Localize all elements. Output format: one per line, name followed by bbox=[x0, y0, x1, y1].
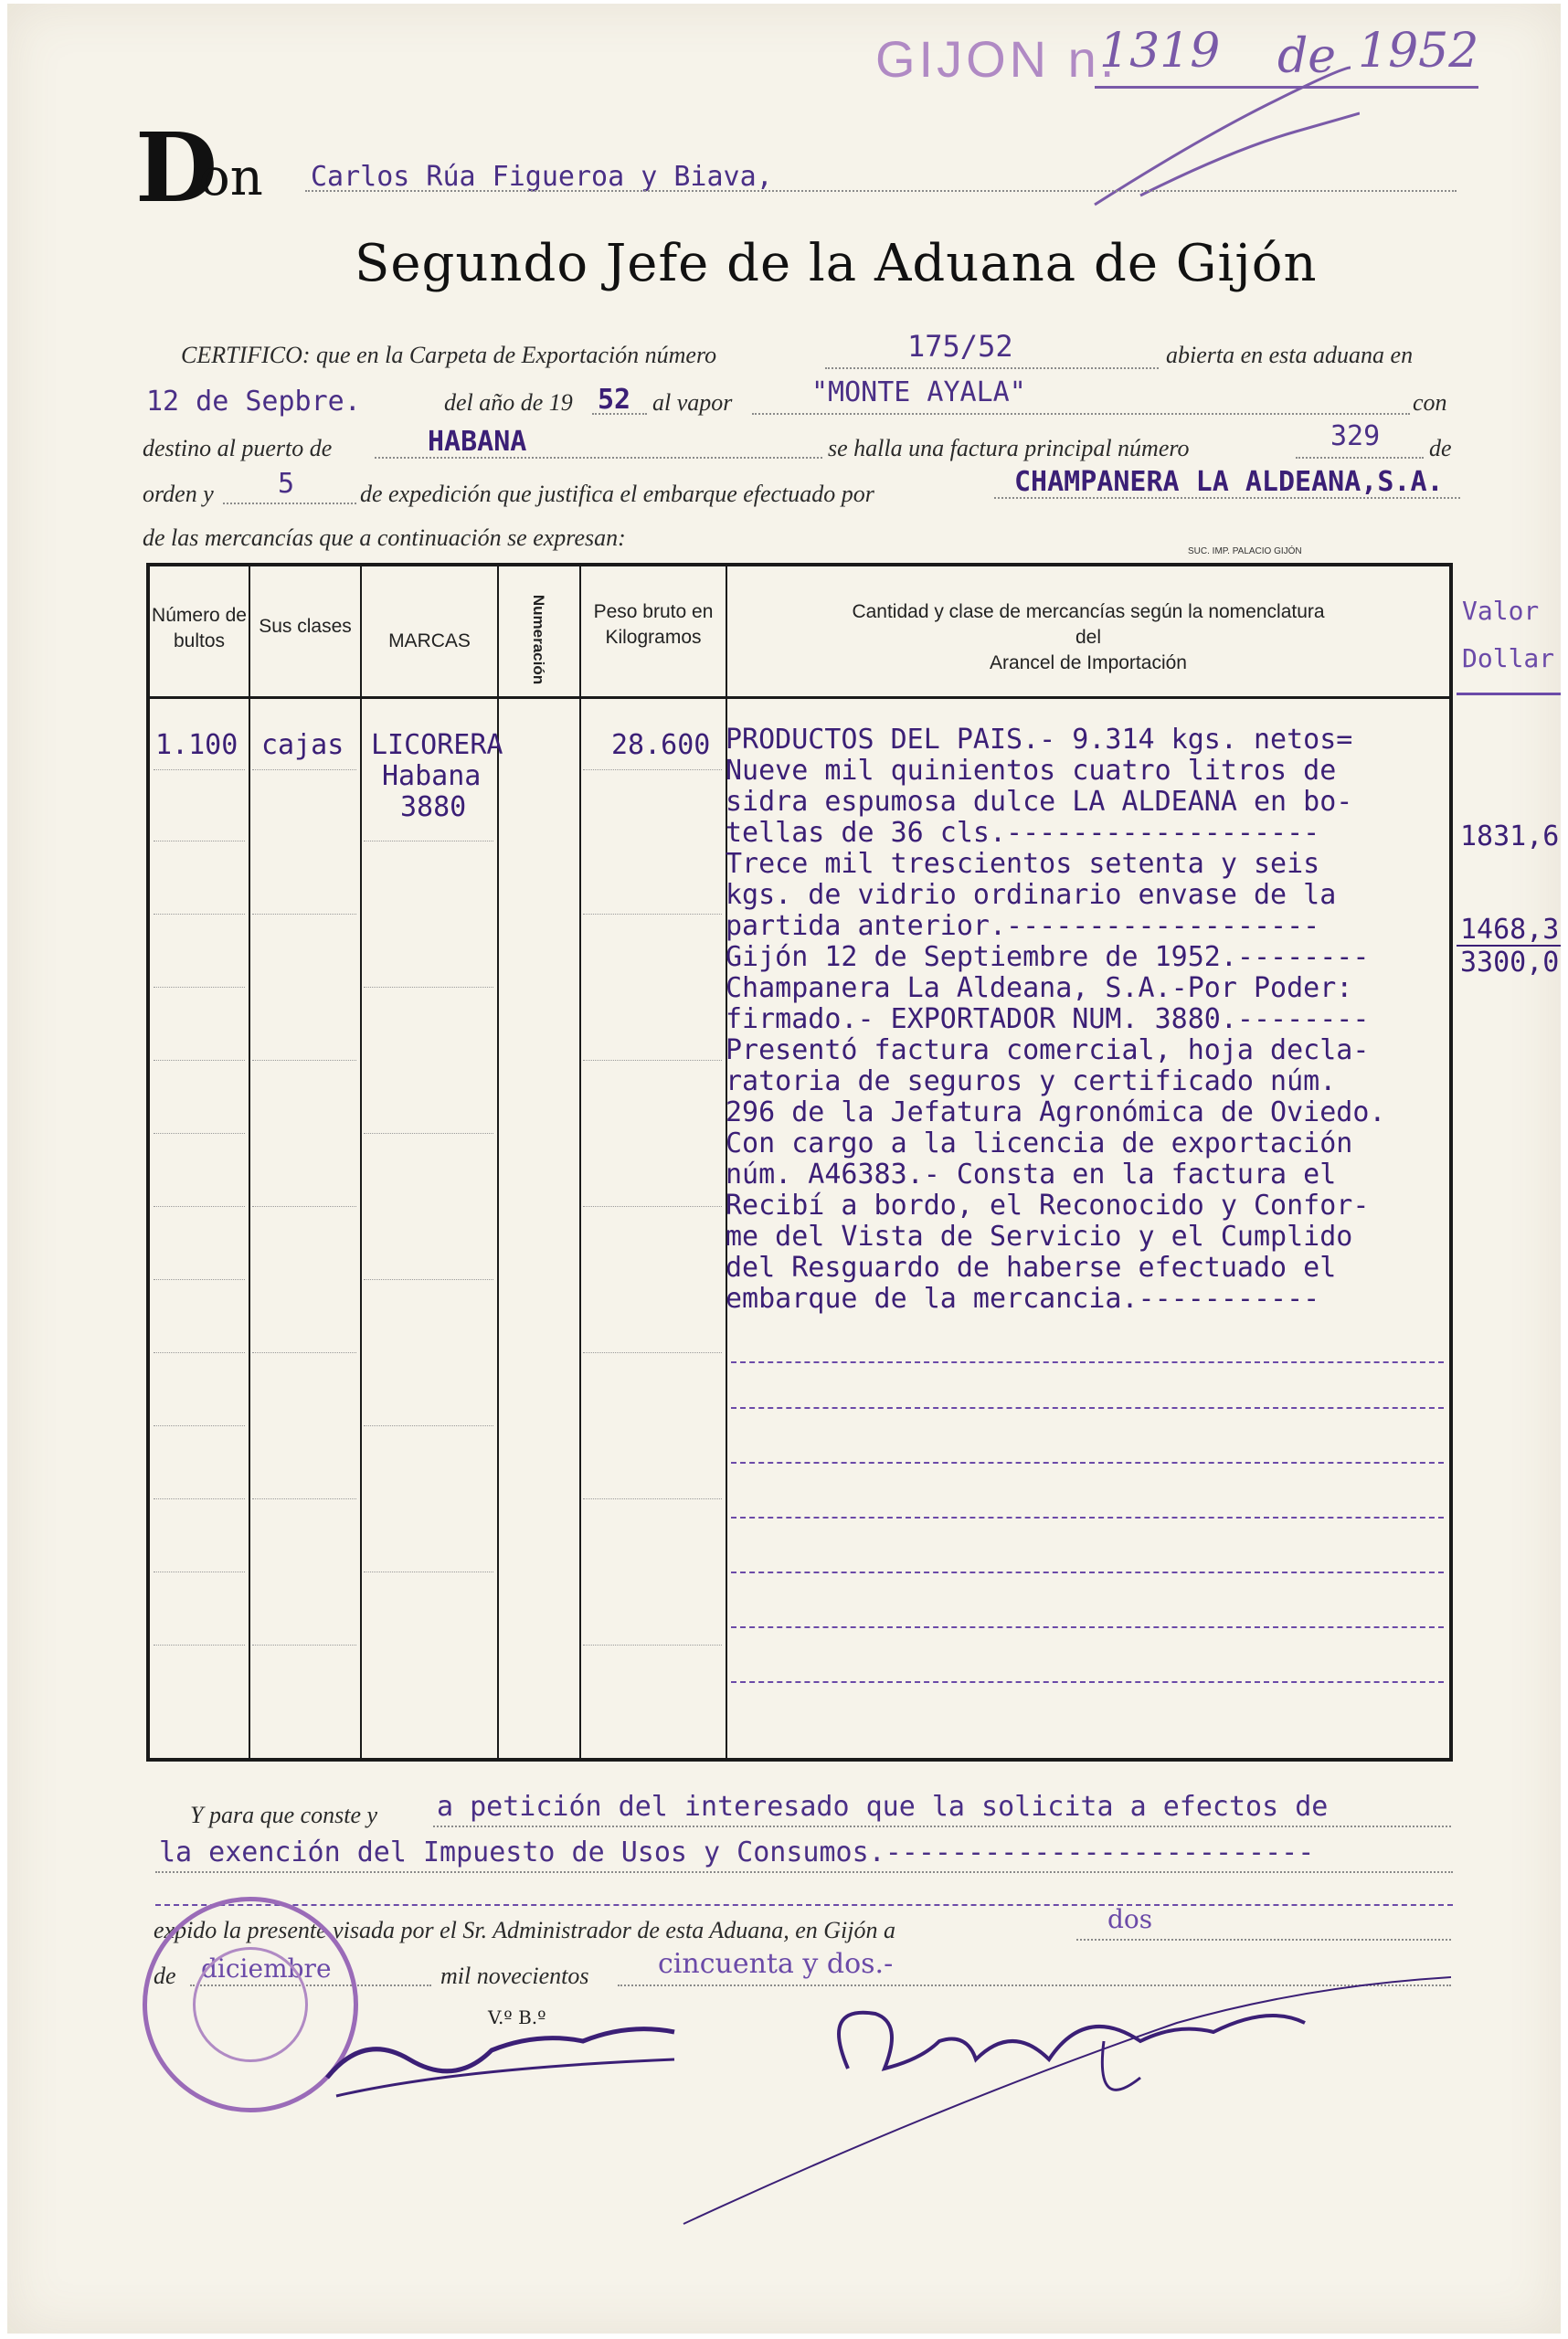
don-initial: D bbox=[135, 111, 218, 224]
port-name: HABANA bbox=[428, 426, 527, 458]
year-words: cincuenta y dos.- bbox=[658, 1948, 894, 1980]
goods-line: kgs. de vidrio ordinario envase de la bbox=[726, 879, 1337, 911]
cell-peso: 28.600 bbox=[611, 729, 711, 761]
orden-dots bbox=[223, 503, 356, 504]
goods-line: 296 de la Jefatura Agronómica de Oviedo. bbox=[726, 1096, 1386, 1128]
goods-line: embarque de la mercancia.----------- bbox=[726, 1283, 1320, 1315]
page-title: Segundo Jefe de la Aduana de Gijón bbox=[355, 234, 1318, 293]
para-que-text: Y para que conste y bbox=[190, 1802, 378, 1828]
value-total-line bbox=[1457, 945, 1561, 947]
date-value: 12 de Sepbre. bbox=[146, 386, 361, 418]
header-bultos: Número de bultos bbox=[152, 605, 247, 651]
orden-text: orden y bbox=[143, 481, 214, 507]
don-label: on bbox=[199, 148, 263, 207]
goods-line: Presentó factura comercial, hoja decla- bbox=[726, 1034, 1370, 1066]
header-valor: Valor bbox=[1462, 596, 1540, 626]
official-signature bbox=[665, 1968, 1488, 2242]
factura-number: 329 bbox=[1330, 420, 1381, 452]
goods-line: ratoria de seguros y certificado núm. bbox=[726, 1065, 1337, 1097]
goods-line: Nueve mil quinientos cuatro litros de bbox=[726, 755, 1337, 787]
exporter-name: CHAMPANERA LA ALDEANA,S.A. bbox=[1014, 466, 1444, 498]
month-value: diciembre bbox=[201, 1953, 332, 1984]
cell-bultos: 1.100 bbox=[155, 729, 238, 761]
header-dollar: Dollar bbox=[1462, 643, 1555, 673]
peticion-text: a petición del interesado que la solicita a efectos de bbox=[437, 1791, 1329, 1823]
header-cantidad-1: Cantidad y clase de mercancías según la nomenclatura bbox=[852, 601, 1325, 622]
day-value: dos bbox=[1107, 1904, 1153, 1934]
name-dotted-line bbox=[305, 190, 1457, 192]
document-page bbox=[7, 4, 1561, 2334]
cell-marcas-3: 3880 bbox=[400, 791, 467, 823]
value-2: 1468,3 bbox=[1460, 914, 1560, 946]
del-ano-text: del año de 19 bbox=[444, 389, 573, 416]
de-text: de bbox=[1429, 435, 1452, 461]
expido-text: expido la presente visada por el Sr. Administrador de esta Aduana, en Gijón a bbox=[154, 1917, 895, 1943]
blank-dashed-line bbox=[155, 1904, 1453, 1906]
orden-value: 5 bbox=[278, 468, 295, 500]
mil-novecientos-text: mil novecientos bbox=[440, 1963, 589, 1989]
goods-line: sidra espumosa dulce LA ALDEANA en bo- bbox=[726, 786, 1353, 818]
vapor-name: "MONTE AYALA" bbox=[811, 376, 1026, 408]
goods-line: firmado.- EXPORTADOR NUM. 3880.-------- bbox=[726, 1003, 1370, 1035]
certifico-text: CERTIFICO: que en la Carpeta de Exportación número bbox=[181, 342, 717, 368]
goods-line: PRODUCTOS DEL PAIS.- 9.314 kgs. netos= bbox=[726, 724, 1353, 756]
visto-bueno: V.º B.º bbox=[488, 2006, 546, 2028]
abierta-text: abierta en esta aduana en bbox=[1166, 342, 1414, 368]
factura-text: se halla una factura principal número bbox=[828, 435, 1190, 461]
expedicion-text: de expedición que justifica el embarque efectuado por bbox=[360, 481, 874, 507]
valor-underline bbox=[1457, 693, 1561, 695]
goods-line: Gijón 12 de Septiembre de 1952.-------- bbox=[726, 941, 1370, 973]
destino-text: destino al puerto de bbox=[143, 435, 333, 461]
goods-line: Champanera La Aldeana, S.A.-Por Poder: bbox=[726, 972, 1353, 1004]
year-dots bbox=[592, 413, 647, 415]
administrator-signature bbox=[309, 2005, 693, 2114]
goods-line: partida anterior.------------------- bbox=[726, 910, 1320, 942]
factura-dots bbox=[1296, 457, 1424, 459]
vapor-dots bbox=[752, 413, 1410, 415]
cell-marcas-1: LICORERA bbox=[371, 729, 503, 761]
certificate-year: 1952 bbox=[1358, 24, 1479, 79]
peticion-dots bbox=[433, 1826, 1451, 1827]
printer-mark: SUC. IMP. PALACIO GIJÓN bbox=[1188, 546, 1302, 556]
header-marcas: MARCAS bbox=[388, 630, 471, 651]
header-cantidad-2: del bbox=[1075, 627, 1102, 648]
cell-marcas-2: Habana bbox=[382, 760, 482, 792]
cell-clases: cajas bbox=[261, 729, 344, 761]
goods-line: me del Vista de Servicio y el Cumplido bbox=[726, 1221, 1353, 1253]
de-month-text: de bbox=[154, 1963, 176, 1989]
value-1: 1831,6 bbox=[1460, 820, 1560, 852]
official-name: Carlos Rúa Figueroa y Biava, bbox=[311, 161, 773, 193]
year-suffix: 52 bbox=[598, 384, 631, 416]
goods-line: tellas de 36 cls.------------------- bbox=[726, 817, 1320, 849]
certificate-number: 1319 bbox=[1099, 24, 1221, 79]
header-clases: Sus clases bbox=[259, 616, 352, 637]
goods-line: del Resguardo de haberse efectuado el bbox=[726, 1252, 1337, 1284]
exencion-text: la exención del Impuesto de Usos y Consumos.-------------------------- bbox=[159, 1836, 1315, 1868]
header-peso: Peso bruto en Kilogramos bbox=[593, 601, 714, 648]
header-numeracion: Numeración bbox=[530, 594, 547, 685]
goods-line: Recibí a bordo, el Reconocido y Confor- bbox=[726, 1190, 1370, 1222]
header-cantidad-3: Arancel de Importación bbox=[990, 652, 1187, 673]
con-text: con bbox=[1413, 389, 1447, 416]
al-vapor-text: al vapor bbox=[652, 389, 733, 416]
mercancias-text: de las mercancías que a continuación se expresan: bbox=[143, 524, 626, 551]
number-de: de bbox=[1277, 29, 1337, 84]
goods-line: núm. A46383.- Consta en la factura el bbox=[726, 1159, 1337, 1191]
carpeta-number: 175/52 bbox=[907, 329, 1013, 364]
goods-line: Trece mil trescientos setenta y seis bbox=[726, 848, 1320, 880]
exencion-dots bbox=[155, 1871, 1453, 1873]
exporter-dots bbox=[994, 497, 1460, 499]
stamp-city: GIJON n. bbox=[875, 30, 1118, 88]
value-3: 3300,0 bbox=[1460, 947, 1560, 979]
carpeta-dots bbox=[825, 367, 1159, 369]
goods-line: Con cargo a la licencia de exportación bbox=[726, 1127, 1353, 1159]
day-dots bbox=[1076, 1939, 1451, 1941]
